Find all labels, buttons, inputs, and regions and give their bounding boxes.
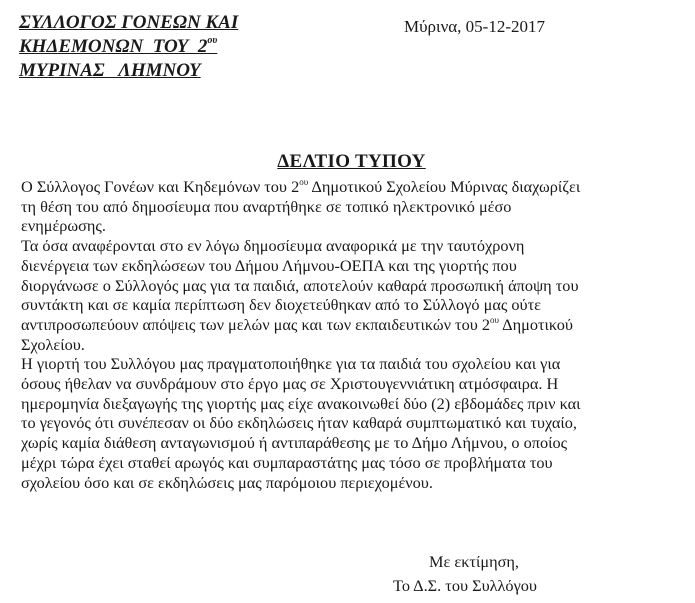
association-name-line-2-text: ΚΗΔΕΜΟΝΩΝ ΤΟΥ 2	[19, 36, 208, 57]
body-line: το γεγονός ότι συνέπεσαν οι δύο εκδηλώσεις ήταν καθαρά συμπτωματικό και τυχαίο,	[21, 413, 577, 433]
body-text-segment: Ο Σύλλογος Γονέων και Κηδεμόνων του 2	[21, 177, 300, 196]
body-line: ενημέρωσης.	[21, 216, 106, 236]
body-line: Σχολείου.	[21, 334, 85, 354]
body-line: Τα όσα αναφέρονται στο εν λόγω δημοσίευμα αναφορικά με την ταυτόχρονη	[21, 236, 525, 256]
body-line: μέχρι τώρα έχει σταθεί αρωγός και συμπαραστάτης μας τόσο σε προβλήματα του	[21, 452, 553, 472]
body-line: χωρίς καμία διάθεση ανταγωνισμού ή αντιπαράθεσης με το Δήμο Λήμνου, ο οποίος	[21, 433, 568, 453]
association-name-line-1: ΣΥΛΛΟΓΟΣ ΓΟΝΕΩΝ ΚΑΙ	[19, 12, 239, 33]
body-text-segment: Δημοτικού	[498, 314, 573, 334]
body-line	[21, 177, 681, 197]
signature-line: Το Δ.Σ. του Συλλόγου	[393, 576, 537, 595]
ordinal-suffix: ου	[490, 314, 499, 325]
body-line: Η γιορτή του Συλλόγου μας πραγματοποιήθηκε για τα παιδιά του σχολείου και για	[21, 354, 561, 374]
body-text-segment: αντιπροσωπεύουν απόψεις των μελών μας και των εκπαιδευτικών του 2	[21, 314, 490, 334]
ordinal-suffix: ου	[207, 35, 218, 46]
ordinal-suffix: ου	[299, 177, 309, 187]
press-release-body	[21, 177, 681, 492]
body-line: διοργάνωσε ο Σύλλογός μας για τα παιδιά, αποτελούν καθαρά προσωπική άποψη του	[21, 275, 579, 295]
body-line: διενέργεια των εκδηλώσεων του Δήμου Λήμνου-ΟΕΠΑ και της γιορτής που	[21, 255, 517, 275]
body-line: τη θέση του από δημοσίευμα που αναρτήθηκε σε τοπικό ηλεκτρονικό μέσο	[21, 196, 512, 216]
association-name-line-3: ΜΥΡΙΝΑΣ ΛΗΜΝΟΥ	[19, 60, 201, 81]
body-line: ημερομηνία διεξαγωγής της γιορτής μας είχε ανακοινωθεί δύο (2) εβδομάδες πριν και	[21, 393, 581, 413]
association-name-header	[19, 11, 238, 83]
association-name-line-2	[19, 35, 238, 59]
body-line: συντάκτη και σε καμία περίπτωση δεν διοχετεύθηκαν από το Σύλλογό μας ούτε	[21, 295, 541, 315]
closing-greeting: Με εκτίμηση,	[429, 552, 519, 571]
body-line	[21, 315, 681, 335]
place-and-date: Μύρινα, 05-12-2017	[404, 17, 546, 36]
document-title-text: ΔΕΛΤΙΟ ΤΥΠΟΥ	[277, 151, 426, 172]
body-line: σχολείου όσο και σε εκδηλώσεις μας παρόμοιου περιεχομένου.	[21, 472, 433, 492]
body-line: όσους ήθελαν να συνδράμουν στο έργο μας σε Χριστουγεννιάτικη ατμόσφαιρα. Η	[21, 374, 559, 394]
body-text-segment: Δημοτικού Σχολείου Μύρινας διαχωρίζει	[308, 177, 581, 196]
document-title	[0, 150, 695, 174]
